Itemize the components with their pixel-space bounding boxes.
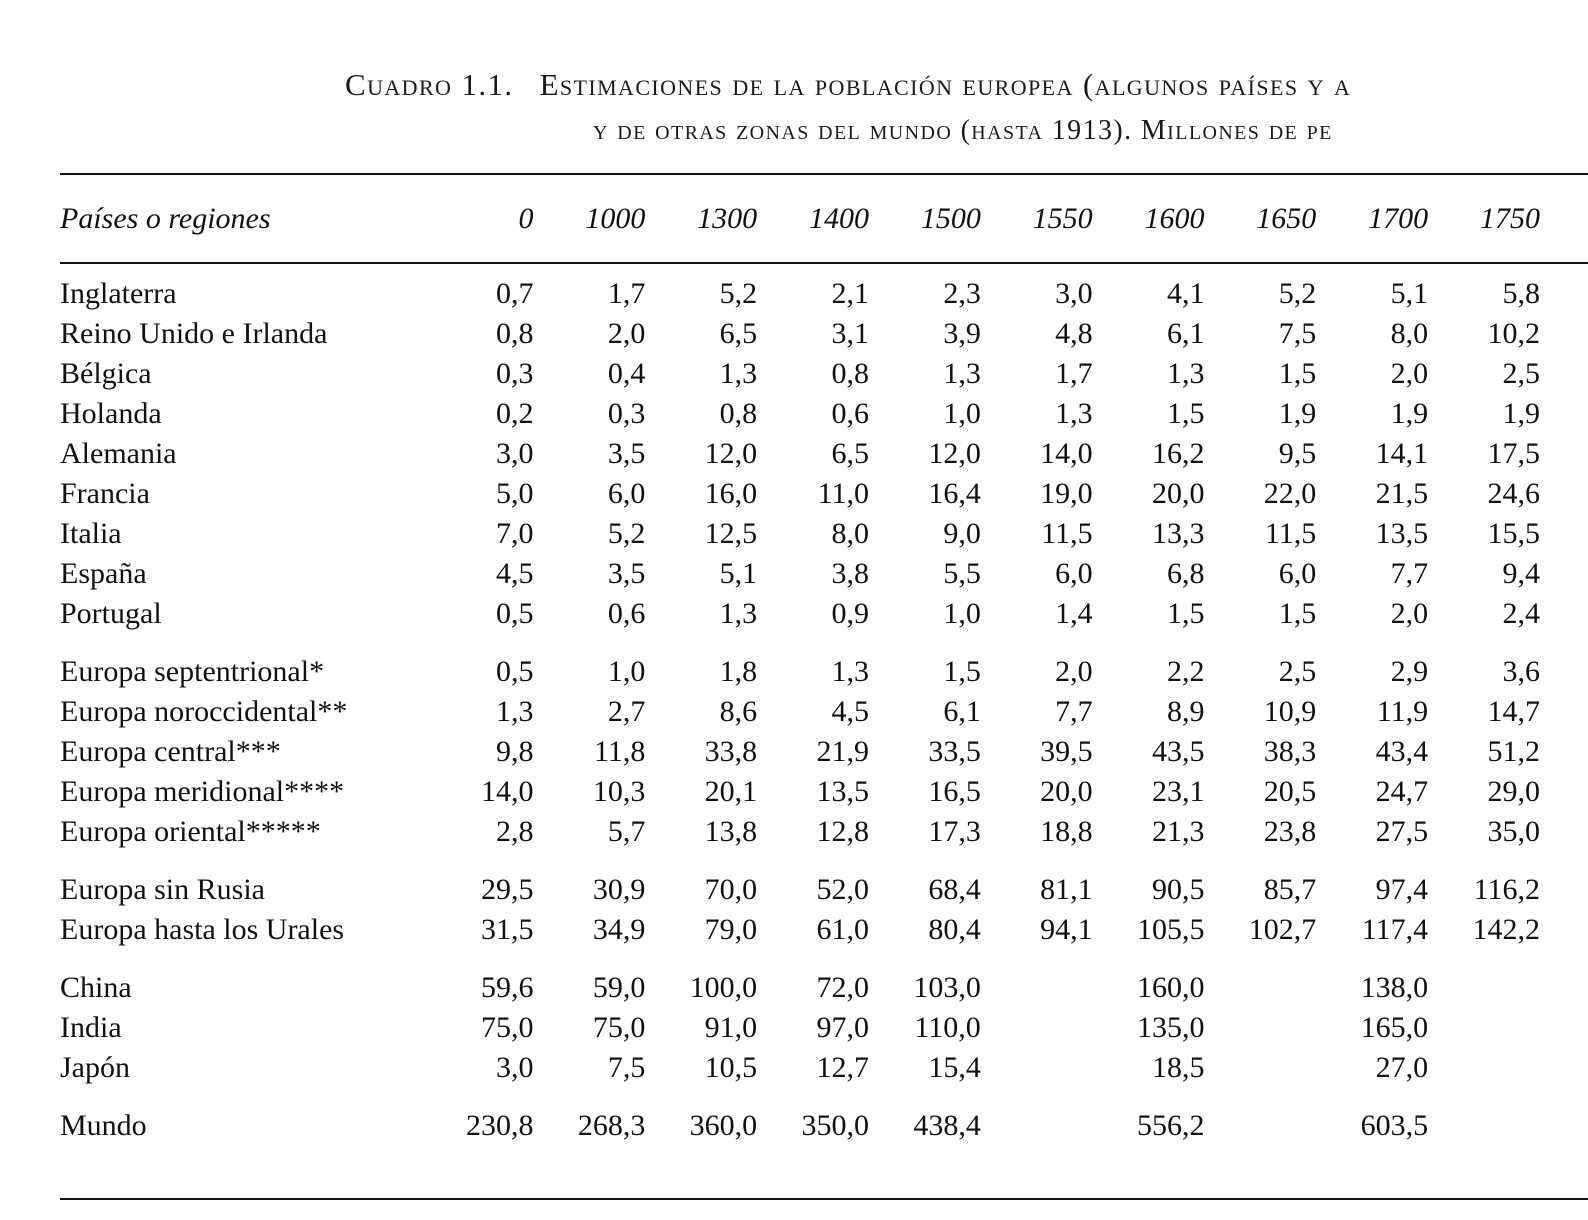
cell-value: 2,0 xyxy=(1055,655,1093,688)
cell-value: 7,5 xyxy=(607,1051,646,1084)
cell-value: 12,5 xyxy=(704,517,758,550)
column-header-year: 1700 xyxy=(1368,202,1429,235)
cell-value: 4,8 xyxy=(1055,317,1093,350)
table-body xyxy=(60,260,1540,1146)
cell-value: 268,3 xyxy=(577,1109,646,1142)
table-row xyxy=(60,554,1540,594)
cell-value: 16,0 xyxy=(704,477,758,510)
table-row xyxy=(60,950,1540,1008)
cell-value: 2,4 xyxy=(1502,597,1540,630)
cell-value xyxy=(1204,1088,1316,1146)
cell-value: 8,0 xyxy=(831,517,869,550)
cell-value xyxy=(1428,1088,1540,1146)
cell-value: 51,2 xyxy=(1487,735,1540,768)
cell-value: 0,3 xyxy=(607,397,646,430)
cell-value: 165,0 xyxy=(1360,1011,1429,1044)
cell-value: 2,5 xyxy=(1502,357,1540,390)
cell-value: 9,4 xyxy=(1502,557,1540,590)
cell-value: 1,4 xyxy=(1055,597,1093,630)
table-caption xyxy=(345,62,1588,154)
cell-value: 59,6 xyxy=(481,971,534,1004)
cell-value: 603,5 xyxy=(1360,1109,1429,1142)
table-row xyxy=(60,394,1540,434)
cell-value: 11,8 xyxy=(593,735,646,768)
cell-value: 14,1 xyxy=(1375,437,1429,470)
cell-value: 0,8 xyxy=(831,357,869,390)
cell-value: 7,0 xyxy=(496,517,534,550)
population-table xyxy=(60,178,1540,1146)
cell-value: 5,1 xyxy=(719,557,758,590)
table-row xyxy=(60,910,1540,950)
row-label: Alemania xyxy=(60,437,177,470)
cell-value: 1,3 xyxy=(1055,397,1093,430)
cell-value: 1,5 xyxy=(1278,357,1317,390)
cell-value: 3,9 xyxy=(943,317,981,350)
row-label: Inglaterra xyxy=(60,277,177,310)
cell-value: 1,3 xyxy=(831,655,869,688)
cell-value: 10,9 xyxy=(1263,695,1317,728)
table-row xyxy=(60,314,1540,354)
cell-value: 9,5 xyxy=(1278,437,1317,470)
cell-value xyxy=(1204,1048,1316,1088)
cell-value: 79,0 xyxy=(704,913,758,946)
cell-value: 20,1 xyxy=(704,775,758,808)
cell-value: 19,0 xyxy=(1040,477,1093,510)
cell-value: 1,3 xyxy=(496,695,534,728)
cell-value: 17,5 xyxy=(1487,437,1540,470)
cell-value: 18,5 xyxy=(1151,1051,1205,1084)
cell-value: 35,0 xyxy=(1487,815,1540,848)
cell-value xyxy=(981,1008,1093,1048)
cell-value xyxy=(981,1088,1093,1146)
cell-value: 97,0 xyxy=(816,1011,869,1044)
table-row xyxy=(60,260,1540,314)
table-row xyxy=(60,354,1540,394)
cell-value: 5,7 xyxy=(607,815,646,848)
cell-value: 29,5 xyxy=(481,873,534,906)
cell-value: 29,0 xyxy=(1487,775,1540,808)
cell-value: 9,8 xyxy=(496,735,534,768)
cell-value: 350,0 xyxy=(801,1109,869,1142)
cell-value: 59,0 xyxy=(592,971,646,1004)
cell-value: 43,4 xyxy=(1375,735,1429,768)
cell-value: 116,2 xyxy=(1473,873,1540,906)
cell-value: 2,0 xyxy=(1390,597,1429,630)
cell-value: 22,0 xyxy=(1263,477,1317,510)
cell-value: 5,2 xyxy=(607,517,646,550)
cell-value: 2,0 xyxy=(1390,357,1429,390)
cell-value: 0,5 xyxy=(496,597,534,630)
cell-value: 1,3 xyxy=(1166,357,1205,390)
cell-value: 6,1 xyxy=(943,695,981,728)
table-row xyxy=(60,692,1540,732)
cell-value: 12,8 xyxy=(816,815,869,848)
table-row xyxy=(60,772,1540,812)
cell-value: 13,5 xyxy=(1375,517,1429,550)
cell-value: 13,3 xyxy=(1151,517,1205,550)
cell-value: 1,9 xyxy=(1278,397,1317,430)
cell-value: 2,3 xyxy=(943,277,981,310)
cell-value: 33,8 xyxy=(704,735,758,768)
cell-value: 27,5 xyxy=(1375,815,1429,848)
cell-value: 6,1 xyxy=(1166,317,1205,350)
cell-value xyxy=(1428,1008,1540,1048)
cell-value: 1,9 xyxy=(1390,397,1429,430)
top-rule xyxy=(60,173,1588,175)
cell-value: 15,5 xyxy=(1487,517,1540,550)
table-row xyxy=(60,852,1540,910)
cell-value: 39,5 xyxy=(1040,735,1093,768)
cell-value: 0,9 xyxy=(831,597,869,630)
cell-value: 103,0 xyxy=(913,971,981,1004)
table-row xyxy=(60,732,1540,772)
cell-value: 2,5 xyxy=(1278,655,1317,688)
row-label: Portugal xyxy=(60,597,162,630)
column-header-year: 1550 xyxy=(1032,202,1093,235)
row-label: Europa noroccidental** xyxy=(60,695,348,728)
cell-value: 11,9 xyxy=(1376,695,1429,728)
cell-value: 13,8 xyxy=(704,815,758,848)
cell-value: 3,6 xyxy=(1502,655,1540,688)
cell-value: 5,8 xyxy=(1502,277,1540,310)
column-header-year: 1600 xyxy=(1144,202,1205,235)
cell-value: 1,3 xyxy=(943,357,981,390)
column-header-year: 1000 xyxy=(585,202,646,235)
cell-value: 100,0 xyxy=(689,971,758,1004)
cell-value: 16,2 xyxy=(1151,437,1205,470)
caption-label: Cuadro 1.1. xyxy=(345,67,514,102)
cell-value: 0,4 xyxy=(607,357,646,390)
cell-value: 68,4 xyxy=(928,873,981,906)
cell-value: 6,5 xyxy=(719,317,758,350)
cell-value: 2,0 xyxy=(607,317,646,350)
cell-value xyxy=(1428,950,1540,1008)
cell-value: 3,5 xyxy=(607,557,646,590)
cell-value: 38,3 xyxy=(1263,735,1317,768)
row-label: Bélgica xyxy=(60,357,152,390)
cell-value: 94,1 xyxy=(1040,913,1093,946)
cell-value: 14,7 xyxy=(1487,695,1540,728)
cell-value: 360,0 xyxy=(689,1109,758,1142)
cell-value: 33,5 xyxy=(928,735,981,768)
cell-value: 2,7 xyxy=(607,695,646,728)
cell-value: 34,9 xyxy=(592,913,646,946)
cell-value: 1,0 xyxy=(943,397,981,430)
cell-value: 15,4 xyxy=(928,1051,981,1084)
cell-value: 61,0 xyxy=(816,913,869,946)
table-row xyxy=(60,1048,1540,1088)
cell-value: 6,5 xyxy=(831,437,869,470)
caption-line-1 xyxy=(345,62,1588,108)
cell-value: 438,4 xyxy=(913,1109,981,1142)
cell-value: 7,7 xyxy=(1390,557,1429,590)
cell-value: 3,0 xyxy=(496,1051,534,1084)
row-label: Europa meridional**** xyxy=(60,775,345,808)
cell-value: 0,2 xyxy=(496,397,534,430)
cell-value: 5,5 xyxy=(943,557,981,590)
cell-value: 12,0 xyxy=(928,437,981,470)
cell-value: 24,7 xyxy=(1375,775,1429,808)
cell-value: 0,6 xyxy=(607,597,646,630)
cell-value: 7,5 xyxy=(1278,317,1317,350)
cell-value: 10,5 xyxy=(704,1051,758,1084)
cell-value: 1,8 xyxy=(719,655,758,688)
cell-value: 8,6 xyxy=(719,695,758,728)
cell-value: 5,0 xyxy=(496,477,534,510)
table-row xyxy=(60,594,1540,634)
cell-value: 142,2 xyxy=(1472,913,1540,946)
cell-value: 117,4 xyxy=(1361,913,1429,946)
cell-value: 110,0 xyxy=(914,1011,981,1044)
cell-value: 4,5 xyxy=(496,557,534,590)
cell-value: 18,8 xyxy=(1040,815,1093,848)
cell-value: 1,7 xyxy=(607,277,646,310)
cell-value: 17,3 xyxy=(928,815,981,848)
cell-value: 14,0 xyxy=(481,775,534,808)
cell-value: 14,0 xyxy=(1040,437,1093,470)
row-label: Europa sin Rusia xyxy=(60,873,265,906)
cell-value: 91,0 xyxy=(704,1011,758,1044)
cell-value: 1,9 xyxy=(1502,397,1540,430)
cell-value: 10,3 xyxy=(592,775,646,808)
row-label: Europa central*** xyxy=(60,735,281,768)
cell-value: 70,0 xyxy=(704,873,758,906)
cell-value: 556,2 xyxy=(1136,1109,1205,1142)
row-label: Francia xyxy=(60,477,150,510)
cell-value: 2,9 xyxy=(1390,655,1429,688)
cell-value: 20,0 xyxy=(1040,775,1093,808)
cell-value: 2,2 xyxy=(1166,655,1205,688)
cell-value: 5,2 xyxy=(719,277,758,310)
cell-value: 13,5 xyxy=(816,775,869,808)
row-label: Europa hasta los Urales xyxy=(60,913,345,946)
cell-value: 5,1 xyxy=(1390,277,1429,310)
cell-value: 9,0 xyxy=(943,517,981,550)
cell-value: 5,2 xyxy=(1278,277,1317,310)
cell-value: 97,4 xyxy=(1375,873,1429,906)
cell-value: 135,0 xyxy=(1136,1011,1205,1044)
column-header-name: Países o regiones xyxy=(60,202,271,235)
table-row xyxy=(60,474,1540,514)
cell-value: 11,0 xyxy=(817,477,869,510)
caption-text-1: Estimaciones de la población europea (algunos países y a xyxy=(539,67,1352,102)
cell-value: 1,7 xyxy=(1055,357,1093,390)
column-header-year: 1750 xyxy=(1480,202,1540,235)
cell-value: 27,0 xyxy=(1375,1051,1429,1084)
cell-value: 6,0 xyxy=(1278,557,1317,590)
cell-value: 230,8 xyxy=(466,1109,534,1142)
cell-value: 0,8 xyxy=(496,317,534,350)
cell-value: 8,9 xyxy=(1166,695,1205,728)
cell-value: 75,0 xyxy=(481,1011,534,1044)
row-label: Holanda xyxy=(60,397,162,430)
row-label: China xyxy=(60,971,132,1004)
cell-value: 43,5 xyxy=(1151,735,1205,768)
row-label: España xyxy=(60,557,147,590)
cell-value: 81,1 xyxy=(1040,873,1093,906)
cell-value xyxy=(981,1048,1093,1088)
cell-value: 10,2 xyxy=(1487,317,1540,350)
table-row xyxy=(60,1008,1540,1048)
row-label: Italia xyxy=(60,517,122,550)
row-label: India xyxy=(60,1011,122,1044)
cell-value: 2,8 xyxy=(496,815,534,848)
table-row xyxy=(60,812,1540,852)
cell-value: 31,5 xyxy=(481,913,534,946)
cell-value: 30,9 xyxy=(592,873,646,906)
cell-value xyxy=(981,950,1093,1008)
cell-value: 20,5 xyxy=(1263,775,1317,808)
table-row xyxy=(60,634,1540,692)
column-header-year: 1650 xyxy=(1256,202,1317,235)
cell-value: 1,0 xyxy=(943,597,981,630)
cell-value: 80,4 xyxy=(928,913,981,946)
cell-value: 21,9 xyxy=(816,735,869,768)
cell-value: 52,0 xyxy=(816,873,869,906)
table-row xyxy=(60,1088,1540,1146)
cell-value: 75,0 xyxy=(592,1011,646,1044)
cell-value: 8,0 xyxy=(1390,317,1429,350)
caption-line-2: y de otras zonas del mundo (hasta 1913). Millones de pe xyxy=(593,115,1333,146)
cell-value xyxy=(1204,1008,1316,1048)
column-header-year: 1500 xyxy=(920,202,981,235)
cell-value: 3,8 xyxy=(831,557,869,590)
row-label: Mundo xyxy=(60,1109,147,1142)
cell-value: 3,0 xyxy=(496,437,534,470)
cell-value: 3,0 xyxy=(1055,277,1093,310)
cell-value: 0,5 xyxy=(496,655,534,688)
cell-value: 12,0 xyxy=(704,437,758,470)
cell-value: 102,7 xyxy=(1248,913,1317,946)
cell-value: 85,7 xyxy=(1263,873,1317,906)
cell-value: 3,1 xyxy=(831,317,869,350)
row-label: Japón xyxy=(60,1051,130,1084)
column-header-year: 0 xyxy=(518,202,534,235)
cell-value xyxy=(1428,1048,1540,1088)
cell-value: 11,5 xyxy=(1264,517,1317,550)
cell-value: 1,3 xyxy=(719,357,758,390)
cell-value: 1,5 xyxy=(1166,397,1205,430)
cell-value: 4,5 xyxy=(831,695,869,728)
cell-value: 105,5 xyxy=(1136,913,1205,946)
cell-value: 1,5 xyxy=(1166,597,1205,630)
cell-value: 0,7 xyxy=(496,277,534,310)
cell-value: 6,0 xyxy=(607,477,646,510)
cell-value: 1,5 xyxy=(1278,597,1317,630)
bottom-rule xyxy=(60,1198,1588,1200)
cell-value: 0,6 xyxy=(831,397,869,430)
cell-value: 90,5 xyxy=(1151,873,1205,906)
cell-value: 7,7 xyxy=(1055,695,1093,728)
cell-value: 2,1 xyxy=(831,277,869,310)
cell-value: 21,3 xyxy=(1151,815,1205,848)
header-row xyxy=(60,178,1540,260)
cell-value: 16,4 xyxy=(928,477,981,510)
cell-value: 6,8 xyxy=(1166,557,1205,590)
cell-value: 20,0 xyxy=(1151,477,1205,510)
cell-value xyxy=(1204,950,1316,1008)
cell-value: 72,0 xyxy=(816,971,869,1004)
cell-value: 1,0 xyxy=(607,655,646,688)
column-header-year: 1300 xyxy=(697,202,758,235)
cell-value: 4,1 xyxy=(1166,277,1205,310)
cell-value: 138,0 xyxy=(1360,971,1429,1004)
cell-value: 1,5 xyxy=(943,655,981,688)
column-header-year: 1400 xyxy=(808,202,869,235)
cell-value: 12,7 xyxy=(816,1051,869,1084)
cell-value: 160,0 xyxy=(1136,971,1205,1004)
cell-value: 11,5 xyxy=(1041,517,1093,550)
row-label: Europa septentrional* xyxy=(60,655,325,688)
cell-value: 24,6 xyxy=(1487,477,1540,510)
cell-value: 0,3 xyxy=(496,357,534,390)
cell-value: 0,8 xyxy=(719,397,758,430)
cell-value: 1,3 xyxy=(719,597,758,630)
table-row xyxy=(60,514,1540,554)
cell-value: 23,1 xyxy=(1151,775,1205,808)
row-label: Reino Unido e Irlanda xyxy=(60,317,328,350)
cell-value: 21,5 xyxy=(1375,477,1429,510)
cell-value: 3,5 xyxy=(607,437,646,470)
row-label: Europa oriental***** xyxy=(60,815,321,848)
cell-value: 6,0 xyxy=(1055,557,1093,590)
cell-value: 16,5 xyxy=(928,775,981,808)
cell-value: 23,8 xyxy=(1263,815,1317,848)
table-row xyxy=(60,434,1540,474)
